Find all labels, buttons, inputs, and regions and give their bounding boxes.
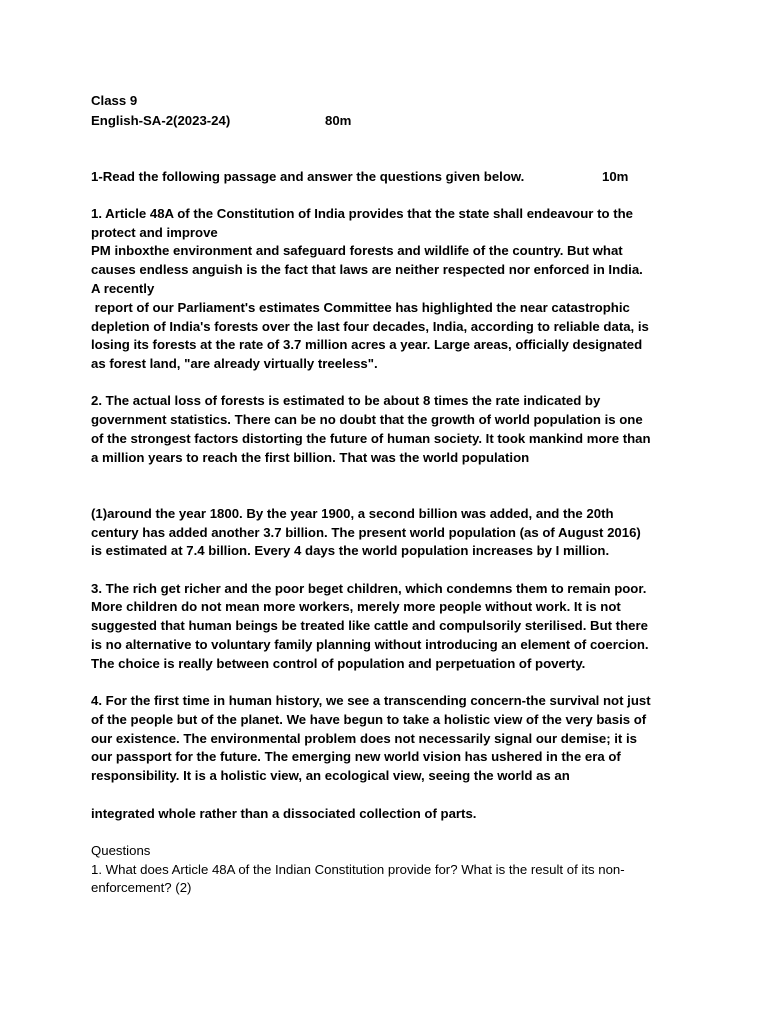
paragraph-line: responsibility. It is a holistic view, an ecological view, seeing the world as an (91, 768, 570, 783)
paragraph-line: a million years to reach the first billion. That was the world population (91, 450, 530, 465)
paragraph-line: 4. For the first time in human history, we see a transcending concern-the survival not just (91, 693, 651, 708)
paragraph-line: government statistics. There can be no doubt that the growth of world population is one (91, 412, 643, 427)
paragraph-line: our passport for the future. The emerging new world vision has ushered in the era of (91, 749, 621, 764)
paragraph-line: suggested that human beings be treated like cattle and compulsorily sterilised. But there (91, 618, 648, 633)
question-line: enforcement? (2) (91, 880, 192, 895)
question-line: 1. What does Article 48A of the Indian Constitution provide for? What is the result of its non- (91, 862, 625, 877)
paragraph-line: A recently (91, 281, 155, 296)
paragraph-line: More children do not mean more workers, merely more people without work. It is not (91, 599, 621, 614)
paragraph-line: report of our Parliament's estimates Committee has highlighted the near catastrophic (91, 300, 630, 315)
paragraph-line: century has added another 3.7 billion. The present world population (as of August 2016) (91, 525, 641, 540)
paragraph-line: The choice is really between control of population and perpetuation of poverty. (91, 656, 586, 671)
paragraph-line: of the people but of the planet. We have begun to take a holistic view of the very basis of (91, 712, 647, 727)
paragraph-line: as forest land, "are already virtually treeless". (91, 356, 378, 371)
total-marks: 80m (325, 113, 352, 128)
paragraph-line: PM inboxthe environment and safeguard forests and wildlife of the country. But what (91, 243, 623, 258)
exam-title: English-SA-2(2023-24) (91, 113, 231, 128)
paragraph-line: (1)around the year 1800. By the year 1900, a second billion was added, and the 20th (91, 506, 614, 521)
paragraph-line: is no alternative to voluntary family planning without introducing an element of coercion. (91, 637, 649, 652)
class-label: Class 9 (91, 93, 138, 108)
section-marks: 10m (602, 169, 629, 184)
paragraph-line: causes endless anguish is the fact that laws are neither respected nor enforced in India. (91, 262, 643, 277)
questions-heading: Questions (91, 843, 151, 858)
paragraph-line: depletion of India's forests over the last four decades, India, according to reliable data, is (91, 319, 649, 334)
section-instruction: 1-Read the following passage and answer the questions given below. (91, 169, 525, 184)
paragraph-line: protect and improve (91, 225, 218, 240)
paragraph-line: of the strongest factors distorting the future of human society. It took mankind more than (91, 431, 651, 446)
paragraph-line: our existence. The environmental problem does not necessarily signal our demise; it is (91, 731, 637, 746)
paragraph-line: is estimated at 7.4 billion. Every 4 days the world population increases by I million. (91, 543, 610, 558)
paragraph-line: 2. The actual loss of forests is estimated to be about 8 times the rate indicated by (91, 393, 601, 408)
paragraph-line: 1. Article 48A of the Constitution of India provides that the state shall endeavour to the (91, 206, 633, 221)
paragraph-line: integrated whole rather than a dissociated collection of parts. (91, 806, 477, 821)
paragraph-line: 3. The rich get richer and the poor beget children, which condemns them to remain poor. (91, 581, 647, 596)
paragraph-line: losing its forests at the rate of 3.7 million acres a year. Large areas, officially designated (91, 337, 643, 352)
